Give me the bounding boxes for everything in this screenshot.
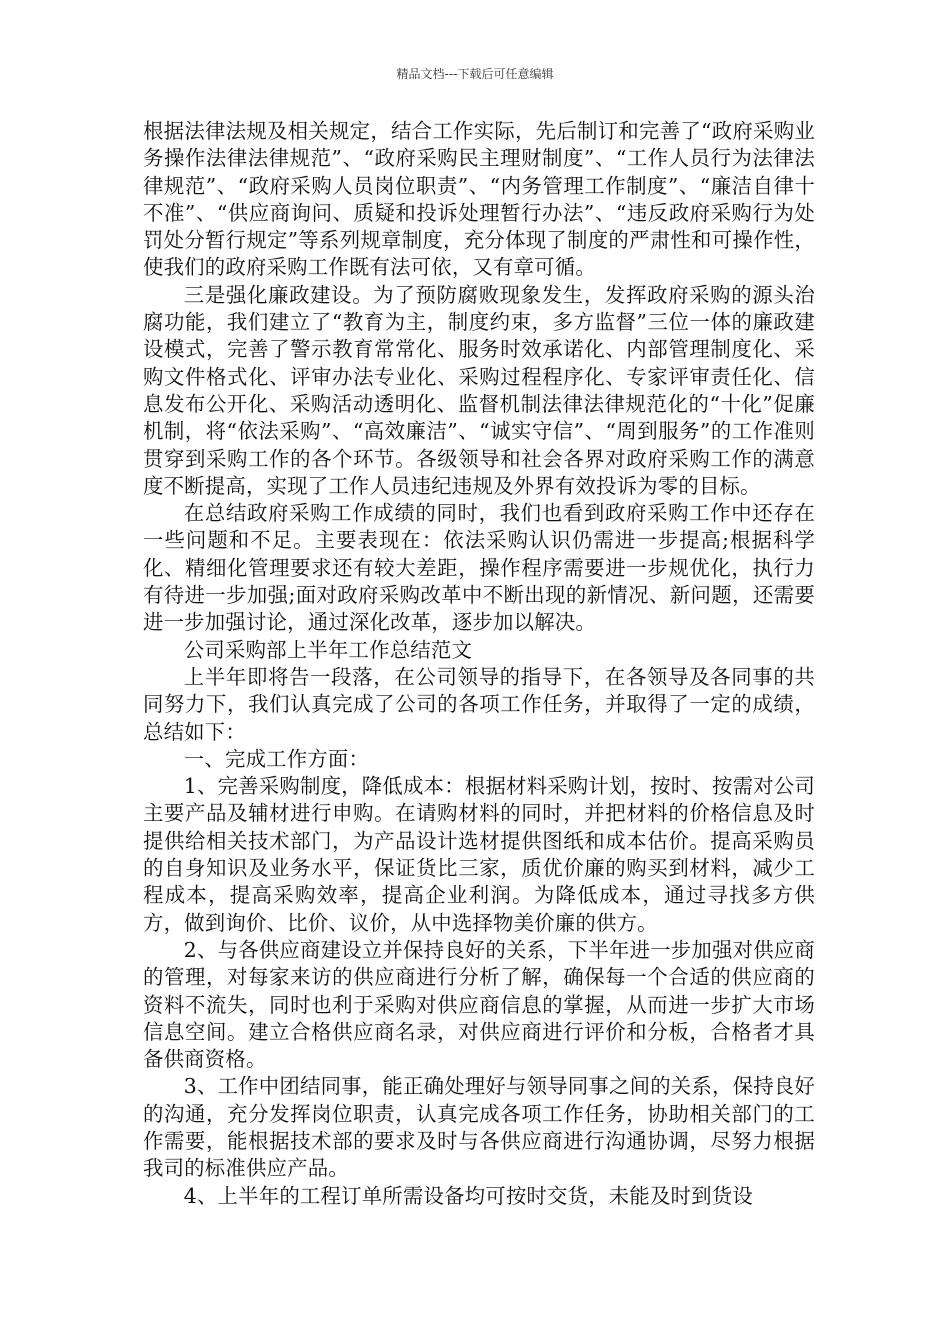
page-header: 精品文档---下载后可任意编辑 (396, 67, 554, 81)
list-item: 1、完善采购制度，降低成本：根据材料采购计划，按时、按需对公司主要产品及辅材进行申购。在请购材料的同时，并把材料的价格信息及时提供给相关技术部门，为产品设计选材提供图纸和成本估价。提高采购员的自身知识及业务水平，保证货比三家，质优价廉的购买到材料，减少工程成本，提高采购效率，提高企业利润。为降低成本，通过寻找多方供方，做到询价、比价、议价，从中选择物美价廉的供方。 (143, 774, 815, 935)
list-item: 3、工作中团结同事，能正确处理好与领导同事之间的关系，保持良好的沟通，充分发挥岗位职责，认真完成各项工作任务，协助相关部门的工作需要，能根据技术部的要求及时与各供应商进行沟通协调，尽努力根据我司的标准供应产品。 (143, 1074, 815, 1181)
paragraph: 在总结政府采购工作成绩的同时，我们也看到政府采购工作中还存在一些问题和不足。主要表现在：依法采购认识仍需进一步提高;根据科学化、精细化管理要求还有较大差距，操作程序需要进一步规优化，执行力有待进一步加强;面对政府采购改革中不断出现的新情况、新问题，还需要进一步加强讨论，通过深化改革，逐步加以解决。 (143, 501, 815, 635)
paragraph: 三是强化廉政建设。为了预防腐败现象发生，发挥政府采购的源头治腐功能，我们建立了“教育为主，制度约束，多方监督”三位一体的廉政建设模式，完善了警示教育常常化、服务时效承诺化、内部管理制度化、采购文件格式化、评审办法专业化、采购过程程序化、专家评审责任化、信息发布公开化、采购活动透明化、监督机制法律法律规范化的“十化”促廉机制，将“依法采购”、“高效廉洁”、“诚实守信”、“周到服务”的工作准则贯穿到采购工作的各个环节。各级领导和社会各界对政府采购工作的满意度不断提高，实现了工作人员违纪违规及外界有效投诉为零的目标。 (143, 282, 815, 498)
list-item: 4、上半年的工程订单所需设备均可按时交货，未能及时到货设 (183, 1183, 753, 1208)
paragraph: 上半年即将告一段落，在公司领导的指导下，在各领导及各同事的共同努力下，我们认真完成了公司的各项工作任务，并取得了一定的成绩，总结如下： (143, 664, 815, 744)
section-heading: 一、完成工作方面： (183, 746, 370, 771)
list-item: 2、与各供应商建设立并保持良好的关系，下半年进一步加强对供应商的管理，对每家来访的供应商进行分析了解，确保每一个合适的供应商的资料不流失，同时也利于采购对供应商信息的掌握，从而进一步扩大市场信息空间。建立合格供应商名录，对供应商进行评价和分板，合格者才具备供商资格。 (143, 937, 815, 1072)
document-body (143, 118, 815, 1210)
paragraph: 根据法律法规及相关规定，结合工作实际，先后制订和完善了“政府采购业务操作法律法律规范”、“政府采购民主理财制度”、“工作人员行为法律法律规范”、“政府采购人员岗位职责”、“内务管理工作制度”、“廉洁自律十不准”、“供应商询问、质疑和投诉处理暂行办法”、“违反政府采购行为处罚处分暂行规定”等系列规章制度，充分体现了制度的严肃性和可操作性，使我们的政府采购工作既有法可依，又有章可循。 (143, 119, 815, 280)
section-title: 公司采购部上半年工作总结范文 (183, 637, 473, 662)
